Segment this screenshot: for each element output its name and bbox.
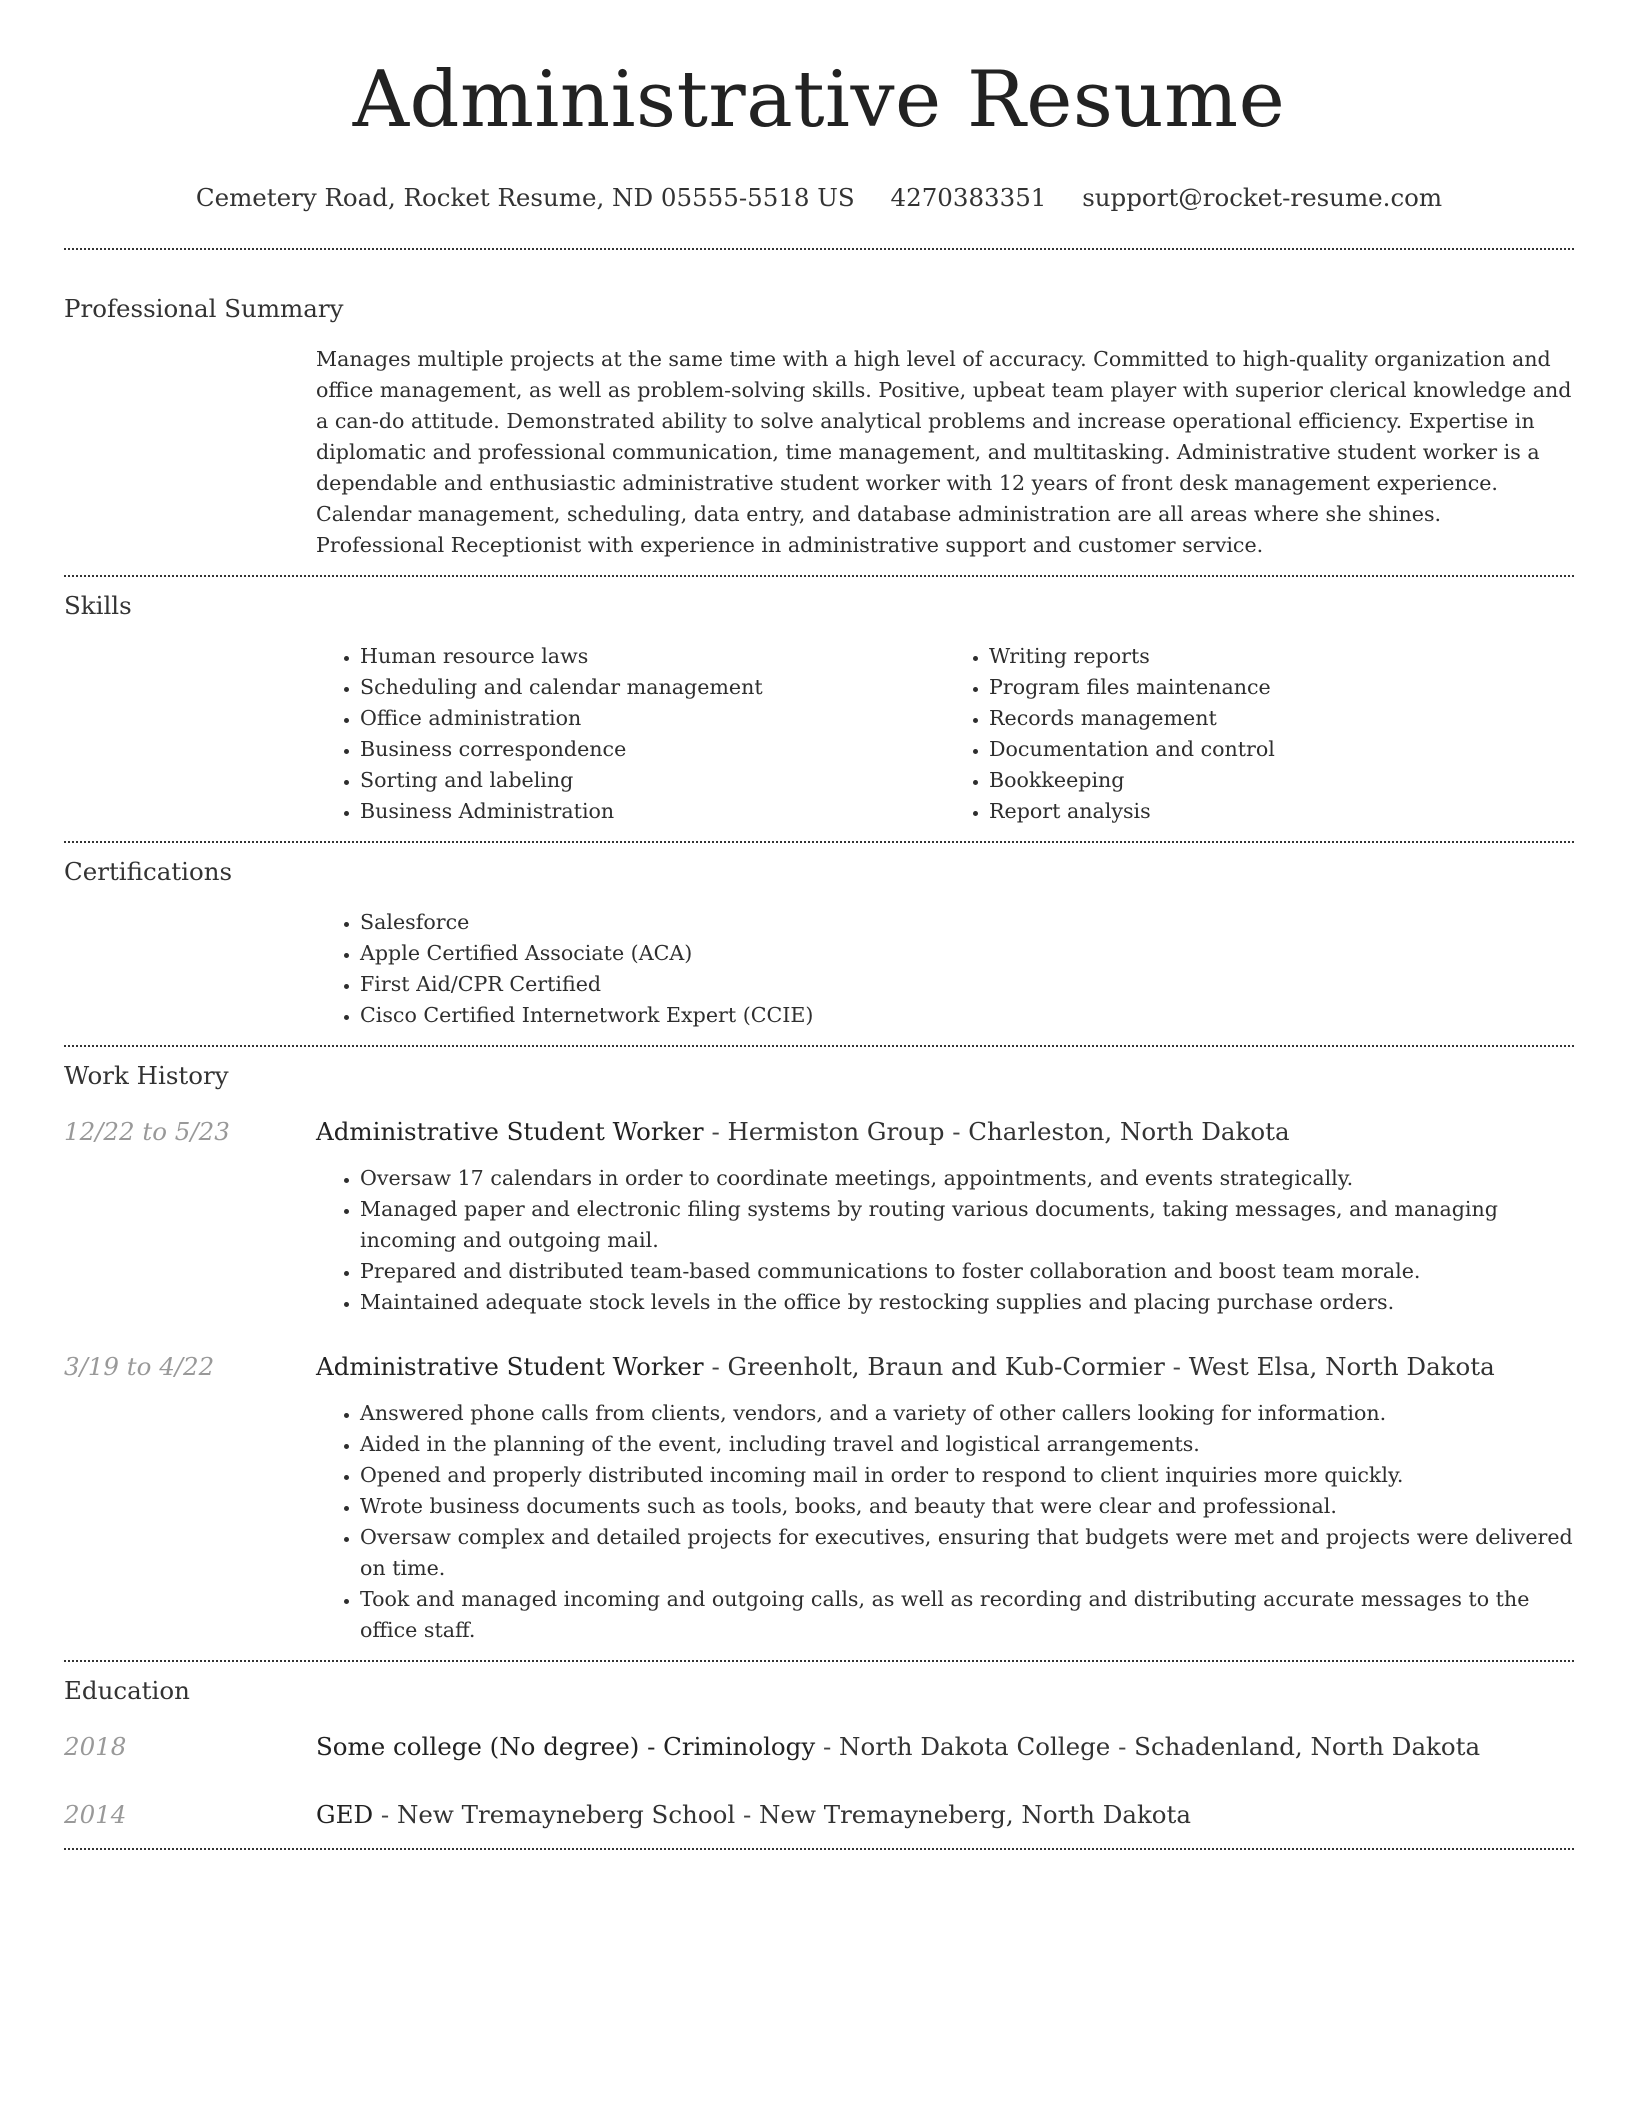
section-title-work: Work History	[64, 1061, 229, 1090]
certification-item: • First Aid/CPR Certified	[360, 969, 1574, 1000]
employer: Greenholt, Braun and Kub-Cormier	[727, 1352, 1165, 1381]
education-heading	[316, 1798, 1191, 1832]
skills-list-right	[945, 641, 1574, 827]
job-bullet: • Prepared and distributed team-based communications to foster collaboration and boost team morale.	[360, 1256, 1574, 1287]
job-location: Charleston, North Dakota	[968, 1117, 1290, 1146]
skill-item: • Business correspondence	[360, 734, 945, 765]
divider	[64, 841, 1574, 843]
certifications-list	[316, 907, 1574, 1031]
separator: -	[703, 1352, 728, 1381]
degree: Some college (No degree) - Criminology	[316, 1732, 816, 1761]
work-history-section	[64, 1059, 1574, 1646]
job-bullets	[316, 1163, 1574, 1318]
job-entry	[64, 1115, 1574, 1149]
separator: -	[944, 1117, 969, 1146]
separator: -	[703, 1117, 728, 1146]
job-bullet: • Oversaw complex and detailed projects for executives, ensuring that budgets were met and projects were delivered on time.	[360, 1522, 1574, 1584]
education-year: 2018	[64, 1732, 127, 1761]
education-year: 2014	[64, 1800, 127, 1829]
resume-title: Administrative Resume	[352, 55, 1286, 145]
skill-item: • Human resource laws	[360, 641, 945, 672]
job-entry	[64, 1350, 1574, 1384]
section-title-certifications: Certifications	[64, 857, 233, 886]
school: North Dakota College	[839, 1732, 1111, 1761]
certification-item: • Salesforce	[360, 907, 1574, 938]
certification-item: • Apple Certified Associate (ACA)	[360, 938, 1574, 969]
divider	[64, 248, 1574, 250]
skill-item: • Report analysis	[989, 796, 1574, 827]
skill-item: • Program files maintenance	[989, 672, 1574, 703]
section-title-skills: Skills	[64, 591, 132, 620]
summary-section	[64, 292, 1574, 561]
separator: -	[1110, 1732, 1135, 1761]
job-bullet: • Opened and properly distributed incoming mail in order to respond to client inquiries more quickly.	[360, 1460, 1574, 1491]
job-bullet: • Managed paper and electronic filing systems by routing various documents, taking messages, and managing incoming and outgoing mail.	[360, 1194, 1574, 1256]
school-location: New Tremayneberg, North Dakota	[759, 1800, 1191, 1829]
job-bullet: • Oversaw 17 calendars in order to coordinate meetings, appointments, and events strategically.	[360, 1163, 1574, 1194]
divider	[64, 575, 1574, 577]
divider	[64, 1045, 1574, 1047]
skill-item: • Scheduling and calendar management	[360, 672, 945, 703]
education-entry	[64, 1730, 1574, 1764]
job-bullets	[316, 1398, 1574, 1646]
separator: -	[735, 1800, 760, 1829]
divider	[64, 1848, 1574, 1850]
address-text: Cemetery Road, Rocket Resume, ND 05555-5518 US	[195, 183, 855, 212]
separator: -	[373, 1800, 397, 1829]
skill-item: • Office administration	[360, 703, 945, 734]
email-link[interactable]: support@rocket-resume.com	[1082, 183, 1443, 212]
job-location: West Elsa, North Dakota	[1188, 1352, 1495, 1381]
section-title-education: Education	[64, 1676, 190, 1705]
job-bullet: • Answered phone calls from clients, vendors, and a variety of other callers looking for information.	[360, 1398, 1574, 1429]
job-heading	[316, 1350, 1495, 1384]
skill-item: • Business Administration	[360, 796, 945, 827]
school-location: Schadenland, North Dakota	[1134, 1732, 1481, 1761]
summary-text: Manages multiple projects at the same time with a high level of accuracy. Committed to high-quality organization and office management, as well as problem-solving skills. Positive, upbeat team player with superior clerical knowledge and a can-do attitude. Demonstrated ability to solve analytical problems and increase operational efficiency. Expertise in diplomatic and professional communication, time management, and multitasking. Administrative student worker is a dependable and enthusiastic administrative student worker with 12 years of front desk management experience. Calendar management, scheduling, data entry, and database administration are all areas where she shines. Professional Receptionist with experience in administrative support and customer service.	[316, 347, 1572, 557]
certification-item: • Cisco Certified Internetwork Expert (CCIE)	[360, 1000, 1574, 1031]
separator: -	[815, 1732, 840, 1761]
education-heading	[316, 1730, 1480, 1764]
skills-section	[64, 589, 1574, 827]
skill-item: • Documentation and control	[989, 734, 1574, 765]
resume-page	[64, 0, 1574, 1850]
job-bullet: • Took and managed incoming and outgoing calls, as well as recording and distributing accurate messages to the office staff.	[360, 1584, 1574, 1646]
education-section	[64, 1674, 1574, 1832]
job-title: Administrative Student Worker	[316, 1352, 704, 1381]
certifications-section	[64, 855, 1574, 1031]
skill-item: • Records management	[989, 703, 1574, 734]
job-heading	[316, 1115, 1290, 1149]
education-entry	[64, 1798, 1574, 1832]
job-dates: 3/19 to 4/22	[64, 1352, 215, 1381]
employer: Hermiston Group	[727, 1117, 945, 1146]
job-title: Administrative Student Worker	[316, 1117, 704, 1146]
school: New Tremayneberg School	[396, 1800, 736, 1829]
job-bullet: • Aided in the planning of the event, including travel and logistical arrangements.	[360, 1429, 1574, 1460]
contact-line	[64, 182, 1574, 214]
skill-item: • Sorting and labeling	[360, 765, 945, 796]
skill-item: • Writing reports	[989, 641, 1574, 672]
job-dates: 12/22 to 5/23	[64, 1117, 230, 1146]
degree: GED	[316, 1800, 374, 1829]
section-title-summary: Professional Summary	[64, 294, 344, 323]
separator: -	[1164, 1352, 1189, 1381]
job-bullet: • Maintained adequate stock levels in the office by restocking supplies and placing purchase orders.	[360, 1287, 1574, 1318]
skill-item: • Bookkeeping	[989, 765, 1574, 796]
job-bullet: • Wrote business documents such as tools, books, and beauty that were clear and professional.	[360, 1491, 1574, 1522]
phone-text: 4270383351	[890, 183, 1047, 212]
divider	[64, 1660, 1574, 1662]
skills-list-left	[316, 641, 945, 827]
